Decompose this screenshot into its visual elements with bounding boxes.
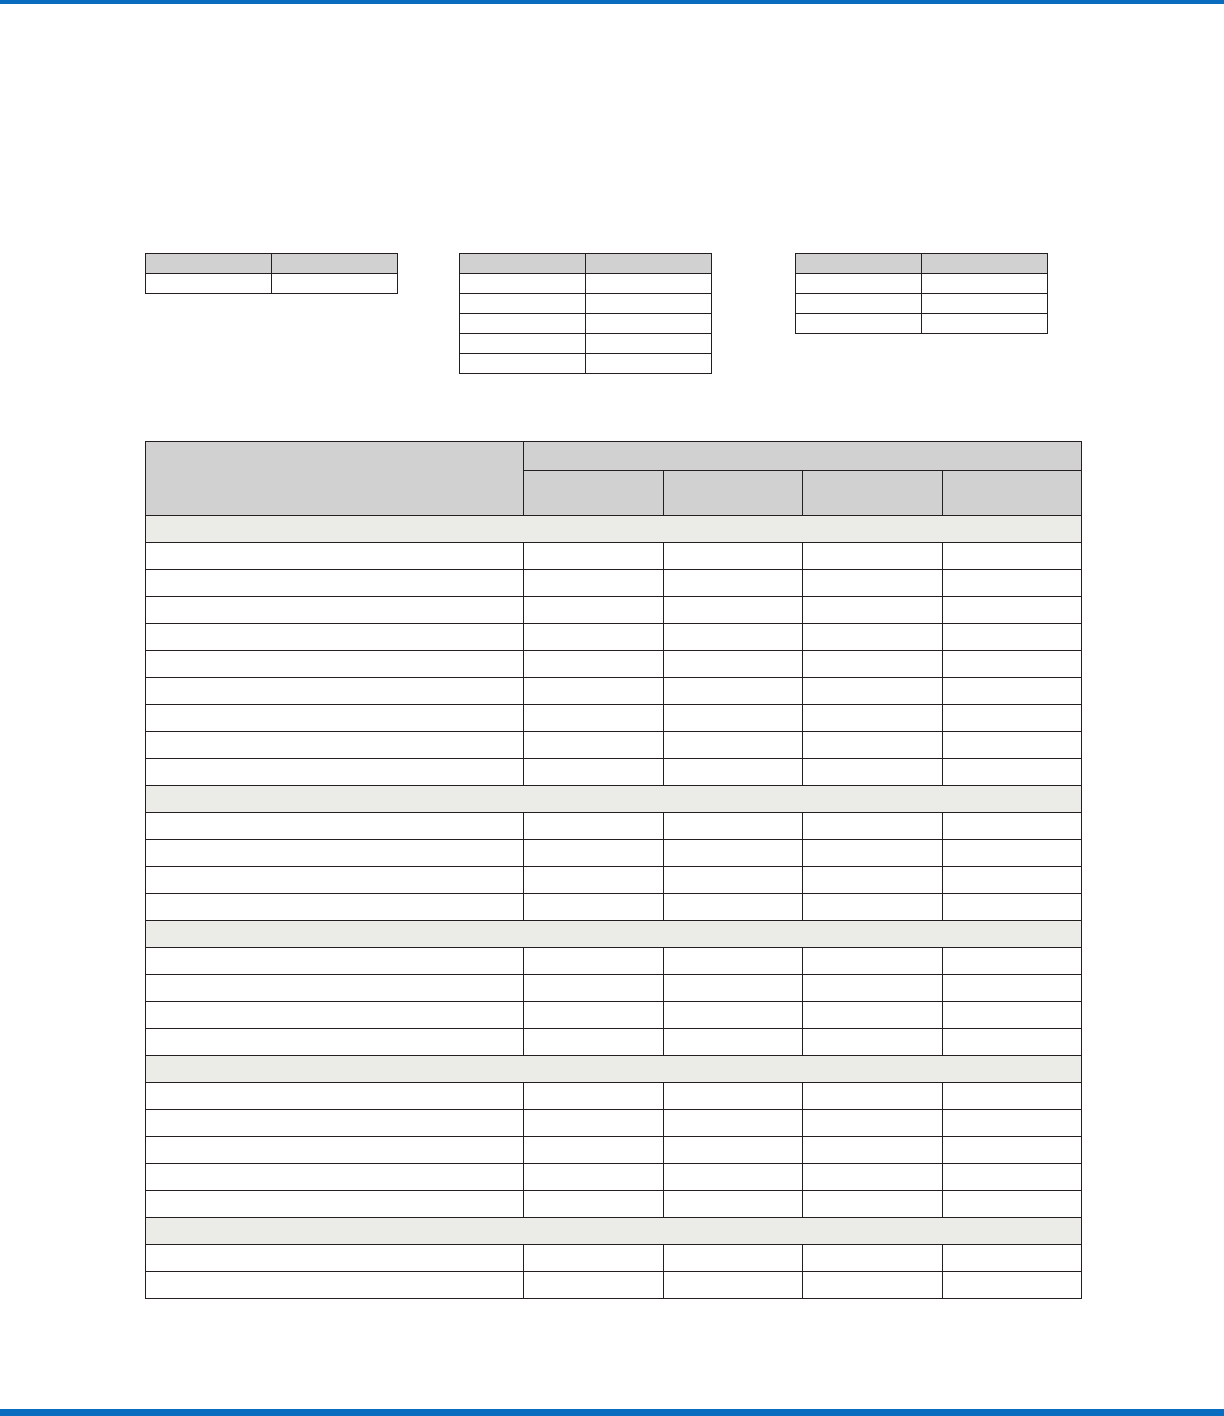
section-title <box>146 516 1082 543</box>
summary-cell <box>796 274 922 294</box>
bottom-accent-rule <box>0 1409 1224 1416</box>
value-cell <box>524 840 664 867</box>
value-cell <box>524 1245 664 1272</box>
value-cell <box>663 1191 803 1218</box>
table-row <box>146 1110 1082 1137</box>
summary-cell <box>460 314 586 334</box>
value-cell <box>524 1002 664 1029</box>
table-row <box>146 1245 1082 1272</box>
table-row <box>146 1191 1082 1218</box>
value-cell <box>803 1164 943 1191</box>
summary-table-3 <box>795 253 1048 334</box>
summary-row <box>460 294 712 314</box>
value-cell <box>942 1083 1082 1110</box>
value-cell <box>803 570 943 597</box>
table-row <box>146 570 1082 597</box>
summary-row <box>460 274 712 294</box>
value-cell <box>663 975 803 1002</box>
row-label-cell <box>146 975 524 1002</box>
row-label-cell <box>146 1029 524 1056</box>
value-cell <box>524 651 664 678</box>
value-cell <box>803 1272 943 1299</box>
summary-cell <box>796 314 922 334</box>
summary-row <box>460 334 712 354</box>
table-row <box>146 651 1082 678</box>
value-cell <box>524 597 664 624</box>
value-cell <box>803 597 943 624</box>
column-group-header <box>524 442 1082 471</box>
main-data-table <box>145 441 1082 1299</box>
value-cell <box>524 732 664 759</box>
value-cell <box>803 651 943 678</box>
table-row <box>146 840 1082 867</box>
row-label-cell <box>146 840 524 867</box>
summary-row <box>796 294 1048 314</box>
table-row <box>146 867 1082 894</box>
value-cell <box>803 1191 943 1218</box>
summary-table-1 <box>145 253 398 294</box>
value-cell <box>942 624 1082 651</box>
summary-cell <box>796 294 922 314</box>
summary-cell <box>586 314 712 334</box>
table-row <box>146 705 1082 732</box>
value-cell <box>663 1245 803 1272</box>
row-label-cell <box>146 1110 524 1137</box>
row-label-cell <box>146 624 524 651</box>
row-label-cell <box>146 1272 524 1299</box>
value-cell <box>663 948 803 975</box>
table-row <box>146 1272 1082 1299</box>
table-row <box>146 948 1082 975</box>
summary-cell <box>586 334 712 354</box>
summary-cell <box>460 274 586 294</box>
value-cell <box>663 1083 803 1110</box>
value-cell <box>942 732 1082 759</box>
value-cell <box>663 1272 803 1299</box>
value-cell <box>663 597 803 624</box>
value-cell <box>942 948 1082 975</box>
value-cell <box>803 975 943 1002</box>
value-cell <box>942 1029 1082 1056</box>
value-cell <box>803 705 943 732</box>
row-label-cell <box>146 1083 524 1110</box>
value-cell <box>524 759 664 786</box>
value-cell <box>663 1164 803 1191</box>
value-cell <box>524 1029 664 1056</box>
summary-cell <box>272 274 398 294</box>
table-row <box>146 624 1082 651</box>
table-row <box>146 1002 1082 1029</box>
summary-cell <box>586 274 712 294</box>
row-label-cell <box>146 1164 524 1191</box>
value-cell <box>803 867 943 894</box>
section-header-row <box>146 1056 1082 1083</box>
value-cell <box>524 1191 664 1218</box>
section-header-row <box>146 1218 1082 1245</box>
value-cell <box>803 1083 943 1110</box>
value-cell <box>942 1272 1082 1299</box>
value-cell <box>942 1137 1082 1164</box>
summary-cell <box>460 354 586 374</box>
value-cell <box>803 678 943 705</box>
column-header <box>803 471 943 516</box>
table-row <box>146 597 1082 624</box>
value-cell <box>663 867 803 894</box>
column-header <box>524 471 664 516</box>
value-cell <box>803 759 943 786</box>
value-cell <box>524 543 664 570</box>
summary-header-cell <box>146 254 272 274</box>
value-cell <box>942 705 1082 732</box>
row-label-cell <box>146 867 524 894</box>
column-header <box>942 471 1082 516</box>
table-row <box>146 1164 1082 1191</box>
summary-cell <box>146 274 272 294</box>
summary-header-cell <box>922 254 1048 274</box>
value-cell <box>942 759 1082 786</box>
table-row <box>146 543 1082 570</box>
value-cell <box>942 813 1082 840</box>
top-accent-rule <box>0 0 1224 4</box>
value-cell <box>803 1137 943 1164</box>
summary-header-cell <box>272 254 398 274</box>
summary-cell <box>460 294 586 314</box>
value-cell <box>663 1002 803 1029</box>
value-cell <box>663 840 803 867</box>
value-cell <box>663 1137 803 1164</box>
value-cell <box>524 1137 664 1164</box>
value-cell <box>942 1191 1082 1218</box>
value-cell <box>942 1245 1082 1272</box>
value-cell <box>663 1029 803 1056</box>
row-label-cell <box>146 651 524 678</box>
table-row <box>146 732 1082 759</box>
value-cell <box>942 1164 1082 1191</box>
row-label-cell <box>146 1191 524 1218</box>
value-cell <box>803 624 943 651</box>
value-cell <box>524 1083 664 1110</box>
table-row <box>146 894 1082 921</box>
value-cell <box>803 813 943 840</box>
value-cell <box>524 624 664 651</box>
summary-cell <box>586 354 712 374</box>
summary-row <box>460 354 712 374</box>
summary-table-2 <box>459 253 712 374</box>
value-cell <box>663 705 803 732</box>
section-header-row <box>146 786 1082 813</box>
row-label-cell <box>146 894 524 921</box>
value-cell <box>663 894 803 921</box>
value-cell <box>524 894 664 921</box>
row-label-cell <box>146 948 524 975</box>
row-label-cell <box>146 759 524 786</box>
value-cell <box>663 543 803 570</box>
value-cell <box>803 1110 943 1137</box>
summary-header-cell <box>460 254 586 274</box>
section-header-row <box>146 516 1082 543</box>
value-cell <box>663 624 803 651</box>
section-title <box>146 921 1082 948</box>
row-label-cell <box>146 813 524 840</box>
table-row <box>146 678 1082 705</box>
summary-cell <box>922 314 1048 334</box>
value-cell <box>663 813 803 840</box>
value-cell <box>942 867 1082 894</box>
section-title <box>146 1218 1082 1245</box>
summary-row <box>146 274 398 294</box>
value-cell <box>803 543 943 570</box>
summary-cell <box>460 334 586 354</box>
value-cell <box>524 975 664 1002</box>
value-cell <box>942 1002 1082 1029</box>
section-title <box>146 1056 1082 1083</box>
value-cell <box>524 570 664 597</box>
value-cell <box>663 570 803 597</box>
summary-cell <box>922 274 1048 294</box>
value-cell <box>942 894 1082 921</box>
summary-row <box>796 274 1048 294</box>
row-label-header <box>146 442 524 516</box>
value-cell <box>663 678 803 705</box>
table-row <box>146 813 1082 840</box>
summary-row <box>796 314 1048 334</box>
summary-header-cell <box>586 254 712 274</box>
value-cell <box>524 678 664 705</box>
row-label-cell <box>146 678 524 705</box>
table-row <box>146 1137 1082 1164</box>
table-row <box>146 975 1082 1002</box>
table-row <box>146 1029 1082 1056</box>
value-cell <box>663 1110 803 1137</box>
value-cell <box>942 678 1082 705</box>
table-row <box>146 759 1082 786</box>
value-cell <box>803 840 943 867</box>
table-row <box>146 1083 1082 1110</box>
value-cell <box>524 813 664 840</box>
row-label-cell <box>146 705 524 732</box>
value-cell <box>663 732 803 759</box>
summary-header-cell <box>796 254 922 274</box>
summary-cell <box>922 294 1048 314</box>
value-cell <box>942 840 1082 867</box>
value-cell <box>524 948 664 975</box>
column-header <box>663 471 803 516</box>
value-cell <box>524 1164 664 1191</box>
row-label-cell <box>146 543 524 570</box>
value-cell <box>942 651 1082 678</box>
row-label-cell <box>146 597 524 624</box>
value-cell <box>524 1110 664 1137</box>
value-cell <box>803 948 943 975</box>
value-cell <box>803 1245 943 1272</box>
value-cell <box>942 597 1082 624</box>
row-label-cell <box>146 1002 524 1029</box>
row-label-cell <box>146 732 524 759</box>
row-label-cell <box>146 1137 524 1164</box>
section-header-row <box>146 921 1082 948</box>
value-cell <box>942 570 1082 597</box>
value-cell <box>663 759 803 786</box>
value-cell <box>803 894 943 921</box>
value-cell <box>663 651 803 678</box>
summary-row <box>460 314 712 334</box>
row-label-cell <box>146 1245 524 1272</box>
value-cell <box>942 543 1082 570</box>
value-cell <box>524 705 664 732</box>
value-cell <box>524 1272 664 1299</box>
summary-cell <box>586 294 712 314</box>
value-cell <box>524 867 664 894</box>
value-cell <box>803 1002 943 1029</box>
value-cell <box>803 1029 943 1056</box>
value-cell <box>803 732 943 759</box>
value-cell <box>942 975 1082 1002</box>
section-title <box>146 786 1082 813</box>
row-label-cell <box>146 570 524 597</box>
value-cell <box>942 1110 1082 1137</box>
